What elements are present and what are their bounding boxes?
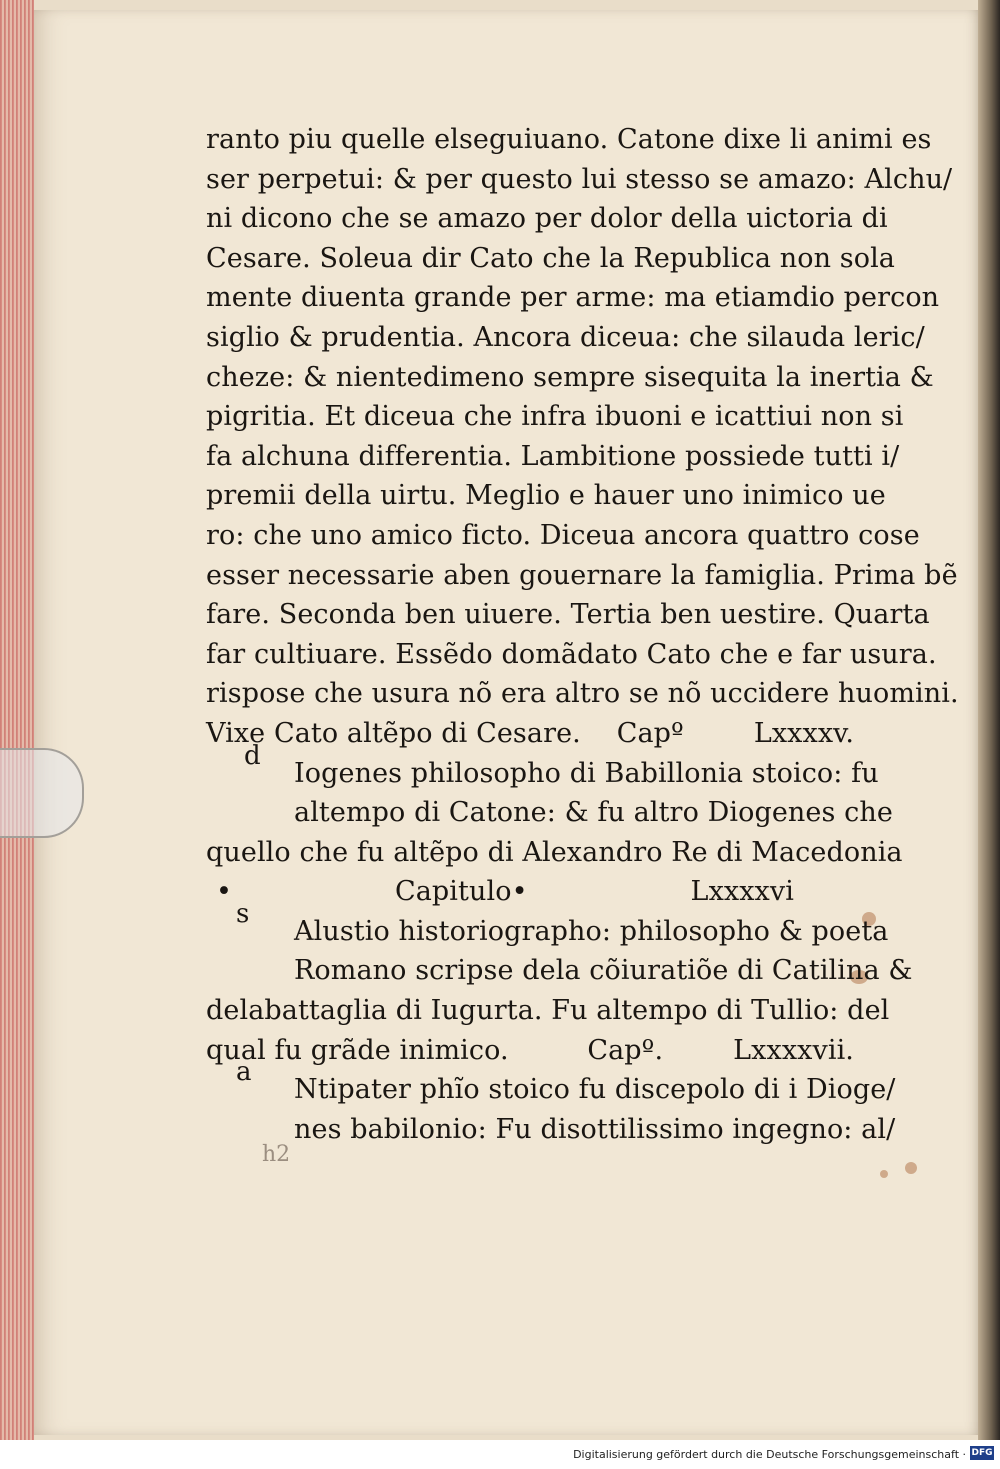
chapter-label: Capitulo• xyxy=(394,876,528,908)
text-line: quello che fu altẽpo di Alexandro Re di Macedonia xyxy=(206,836,903,868)
chapter-heading-87 xyxy=(206,1031,854,1071)
chapter-heading-85 xyxy=(206,714,854,754)
text-line: Cesare. Soleua dir Cato che la Republica non sola xyxy=(206,242,896,274)
text-line: ranto piu quelle elseguiuano. Catone dixe li animi es xyxy=(206,124,932,155)
footer-bar xyxy=(0,1440,1000,1469)
text-line: mente diuenta grande per arme: ma etiamdio percon xyxy=(206,282,940,314)
text-line: premii della uirtu. Meglio e hauer uno inimico ue xyxy=(206,480,886,512)
text-line: delabattaglia di Iugurta. Fu altempo di Tullio: del xyxy=(206,995,890,1027)
text-line: ser perpetui: & per questo lui stesso se amazo: Alchu/ xyxy=(206,163,953,195)
guide-letter-a: a xyxy=(236,1057,252,1087)
text-line: rispose che usura nõ era altro se nõ uccidere huomini. xyxy=(206,678,959,710)
foxing-stain xyxy=(880,1170,888,1178)
text-line: siglio & prudentia. Ancora diceua: che silauda leric/ xyxy=(206,321,925,353)
chapter-label: Capº. xyxy=(587,1034,664,1066)
chapter-heading-86 xyxy=(206,872,854,912)
text-line: Alustio historiographo: philosopho & poeta xyxy=(294,915,889,947)
book-spine-edge xyxy=(978,0,1000,1440)
text-line: pigritia. Et diceua che infra ibuoni e icattiui non si xyxy=(206,401,904,433)
bookmark-tab xyxy=(0,748,84,838)
paragraph-marker: • xyxy=(216,876,233,908)
dfg-logo: DFG xyxy=(971,1448,993,1458)
text-line: Iogenes philosopho di Babillonia stoico: fu xyxy=(294,757,879,789)
text-line: fare. Seconda ben uiuere. Tertia ben uestire. Quarta xyxy=(206,599,930,631)
chapter-number: Lxxxxvii. xyxy=(733,1034,854,1066)
foxing-stain xyxy=(905,1162,917,1174)
text-line: altempo di Catone: & fu altro Diogenes che xyxy=(294,797,893,829)
text-line: esser necessarie aben gouernare la famiglia. Prima bẽ xyxy=(206,559,958,591)
signature-mark: h2 xyxy=(262,1142,291,1167)
text-line: Romano scripse dela cõiuratiõe di Catilina & xyxy=(294,955,913,987)
footer-credit: Digitalisierung gefördert durch die Deutsche Forschungsgemeinschaft · xyxy=(573,1448,966,1461)
text-line: ni dicono che se amazo per dolor della uictoria di xyxy=(206,203,888,235)
chapter-number: Lxxxxvi xyxy=(690,876,794,908)
chapter-label: Capº xyxy=(616,717,684,749)
text-line: ro: che uno amico ficto. Diceua ancora quattro cose xyxy=(206,519,920,551)
chapter-text: Vixe Cato altẽpo di Cesare. xyxy=(206,717,581,749)
text-line: Ntipater phĩo stoico fu discepolo di i Dioge/ xyxy=(294,1074,896,1106)
page-edges xyxy=(0,0,34,1440)
chapter-text: qual fu grãde inimico. xyxy=(206,1034,509,1066)
guide-letter-s: s xyxy=(236,899,250,929)
text-line: nes babilonio: Fu disottilissimo ingegno: al/ xyxy=(294,1113,896,1145)
chapter-number: Lxxxxv. xyxy=(753,717,854,749)
text-line: cheze: & nientedimeno sempre sisequita la inertia & xyxy=(206,361,934,393)
text-line: fa alchuna differentia. Lambitione possiede tutti i/ xyxy=(206,440,900,472)
guide-letter-d: d xyxy=(244,741,261,771)
text-line: far cultiuare. Essẽdo domãdato Cato che e far usura. xyxy=(206,638,937,670)
main-text xyxy=(206,120,959,1149)
